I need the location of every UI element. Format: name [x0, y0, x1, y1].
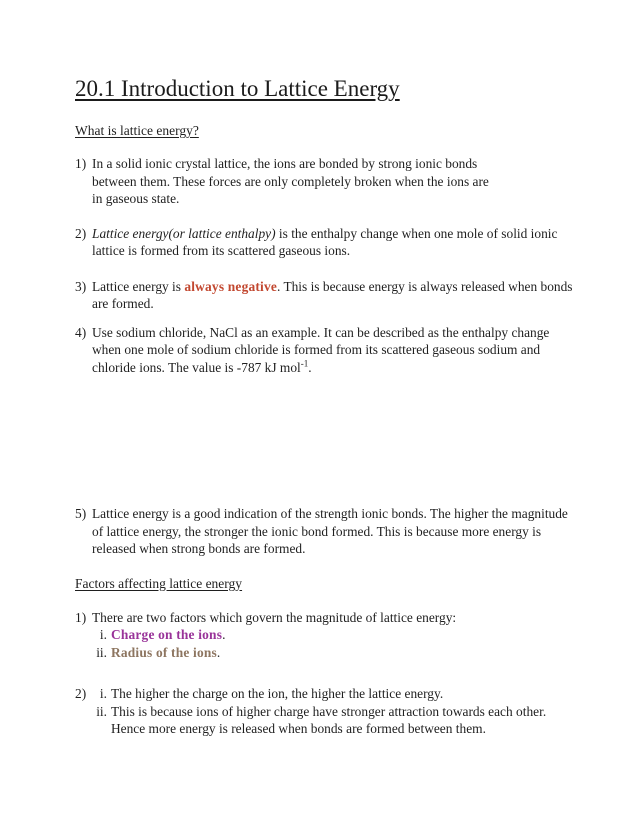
list-item-2: [75, 225, 575, 260]
sub-item-charge: [92, 626, 575, 644]
text-segment: Lattice energy is a good indication of the strength ionic bonds. The higher the magnitude of lattice energy, the stronger the ionic bond formed. This is because more energy is released when strong bonds are formed.: [92, 506, 568, 556]
text-segment: . This is because energy is always released when bonds are formed.: [92, 278, 573, 311]
sub-item-text: [111, 644, 575, 662]
text-segment: Use sodium chloride, NaCl as an example. It can be described as the enthalpy change when one mole of sodium chloride is formed from its scattered gaseous sodium and chloride ions. The value is -787 kJ mol: [92, 324, 550, 375]
text-segment: .: [308, 359, 312, 375]
list-number-1: 1): [75, 609, 87, 625]
roman-numeral-i: i.: [99, 627, 107, 642]
charge-on-the-ions-label: Charge on the ions: [111, 627, 223, 642]
section-heading-factors-affecting-lattice-energy: Factors affecting lattice energy: [75, 575, 243, 591]
list-item-4: [75, 324, 575, 377]
sub-item-radius: [92, 644, 575, 662]
list-item-1: [75, 155, 575, 208]
list-item-3-body: [92, 278, 575, 313]
list-item-3: [75, 278, 575, 313]
list-number-5: 5): [75, 506, 87, 521]
list-number-2: 2): [75, 225, 87, 241]
section-heading-what-is-lattice-energy: What is lattice energy?: [75, 123, 199, 138]
list-number-2: 2): [75, 686, 87, 701]
roman-numeral-ii: ii.: [96, 703, 107, 719]
text-segment: In a solid ionic crystal lattice, the ions are bonded by strong ionic bonds between them. These forces are only completely broken when the ions are in gaseous state.: [92, 156, 489, 206]
sub-item-explanation: [92, 703, 575, 738]
roman-numeral-ii: ii.: [96, 644, 107, 660]
highlight-always-negative: always negative: [184, 278, 277, 294]
factors-list-item-1: [75, 609, 575, 662]
list-number-4: 4): [75, 324, 87, 340]
list-number-1: 1): [75, 156, 87, 171]
text-segment: .: [222, 627, 226, 642]
factors-list-item-2: [75, 685, 575, 738]
list-item-2-body: [92, 225, 575, 260]
text-segment: is the enthalpy change when one mole of solid ionic lattice is formed from its scattered gaseous ions.: [92, 225, 558, 258]
page-title: 20.1 Introduction to Lattice Energy: [75, 76, 400, 101]
factors-intro-text: There are two factors which govern the magnitude of lattice energy:: [92, 609, 457, 625]
text-segment: .: [216, 644, 221, 660]
radius-of-the-ions-label: Radius of the ions: [111, 644, 217, 660]
sub-item-higher-charge: [92, 685, 575, 703]
sub-item-text: The higher the charge on the ion, the higher the lattice energy.: [111, 686, 444, 701]
list-item-5: [75, 505, 575, 558]
superscript-minus-one: -1: [300, 358, 309, 369]
page-content: [75, 74, 575, 738]
text-segment: Lattice energy is: [92, 278, 185, 294]
list-item-5-body: [92, 505, 575, 558]
list-item-4-body: [92, 324, 575, 377]
list-number-3: 3): [75, 278, 87, 294]
sub-item-text: [111, 626, 575, 644]
factors-item-1-body: [92, 609, 575, 662]
lattice-energy-definition-italic: Lattice energy(or lattice enthalpy): [92, 225, 276, 241]
factors-item-2-body: [92, 685, 575, 738]
list-item-1-body: [92, 155, 497, 208]
roman-numeral-i: i.: [99, 686, 107, 701]
sub-item-text: This is because ions of higher charge have stronger attraction towards each other. Hence more energy is released when bonds are formed between them.: [111, 703, 547, 736]
